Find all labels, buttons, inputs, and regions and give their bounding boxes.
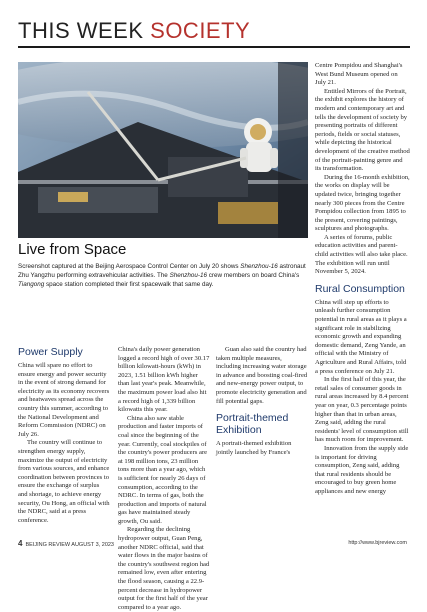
caption-italic: Tiangong bbox=[18, 281, 45, 288]
feature-headline: Live from Space bbox=[18, 241, 127, 258]
power-column-3 bbox=[216, 346, 308, 457]
page-header bbox=[18, 18, 410, 48]
rural-heading: Rural Consumption bbox=[315, 282, 405, 295]
paragraph: China will spare no effort to ensure energy and power security in the event of strong demand for electricity as its economy recovers and heatwaves spread across the country this summer, according to the National Development and Reform Commission (NDRC) on July 26. bbox=[18, 362, 110, 438]
footer-left bbox=[18, 539, 114, 548]
power-heading: Power Supply bbox=[18, 346, 83, 358]
publication-line: BEIJING REVIEW AUGUST 3, 2023 bbox=[25, 542, 114, 548]
paragraph: China's daily power generation logged a record high of over 30.17 billion kilowatt-hours (kWh) in 2023, 1.51 billion kWh higher than last year's peak. Meanwhile, the maximum power load also hit a record high of 1,339 billion kilowatts this year. bbox=[118, 346, 210, 414]
header-rule bbox=[18, 46, 410, 48]
caption-text: space station completed their first spacewalk that same day. bbox=[44, 281, 214, 288]
page-number: 4 bbox=[18, 539, 23, 548]
caption-text: Screenshot captured at the Beijing Aerospace Control Center on July 20 shows bbox=[18, 263, 241, 270]
power-column-1 bbox=[18, 346, 110, 525]
paragraph: During the 16-month exhibition, the works on display will be updated twice, bringing together nearly 300 pieces from the Centre Pompidou collection from 1895 to the present, covering paintings, sculptures and photographs. bbox=[315, 173, 410, 233]
paragraph: Centre Pompidou and Shanghai's West Bund Museum opened on July 21. bbox=[315, 62, 403, 87]
footer-url: http://www.bjreview.com bbox=[348, 540, 407, 546]
paragraph: Entitled Mirrors of the Portrait, the exhibit explores the history of modern and contemporary art and tells the development of society by presenting portraits of different periods, fields or social statuses, while depicting the historical development of the creative method of the portrait-painting genre and its transformation. bbox=[315, 87, 410, 173]
paragraph: In the first half of this year, the retail sales of consumer goods in rural areas increased by 8.4 percent year on year, 0.3 percentage points higher than that in urban areas, Zeng said, adding the rural residents' level of consumption still has much room for improvement. bbox=[315, 376, 409, 444]
feature-caption bbox=[18, 262, 310, 289]
power-column-2 bbox=[118, 346, 210, 612]
paragraph: Innovation from the supply side is important for driving consumption, Zeng said, adding that rural residents should be encouraged to buy green home appliances and new energy bbox=[315, 444, 409, 495]
caption-text: astronaut Zhu Yangzhu performing extravehicular activities. The bbox=[18, 263, 306, 279]
caption-italic: Shenzhou-16 bbox=[240, 263, 278, 270]
title-main: THIS WEEK bbox=[18, 18, 144, 43]
paragraph: Guan also said the country had taken multiple measures, including increasing water storage in advance and boosting coal-fired and new-energy power output, to promote electricity generation and fill potential gaps. bbox=[216, 346, 308, 405]
paragraph: China will step up efforts to unleash further consumption potential in rural areas as it plays a significant role in stabilizing economic growth and expanding domestic demand, Zeng Yande, an official with the Ministry of Agriculture and Rural Affairs, told a press conference on July 21. bbox=[315, 298, 407, 375]
title-section: SOCIETY bbox=[150, 18, 251, 43]
paragraph: A series of forums, public education activities and parent-child activities will also take place. The exhibition will run until November 5, 2024. bbox=[315, 233, 408, 276]
paragraph: Regarding the declining hydropower output, Guan Peng, another NDRC official, said that water flows in the major basins of the country's southwest region had remained low, even after entering the flood season, causing a 22.9-percent decrease in hydropower output for the first half of the year compared to a year ago. bbox=[118, 526, 210, 611]
right-column bbox=[315, 62, 410, 497]
portrait-heading: Portrait-themed Exhibition bbox=[216, 412, 289, 437]
caption-italic: Shenzhou-16 bbox=[169, 272, 208, 279]
feature-photo bbox=[18, 62, 308, 238]
paragraph: A portrait-themed exhibition jointly launched by France's bbox=[216, 440, 292, 456]
paragraph: The country will continue to strengthen energy supply, maximize the output of electricity from various sources, and enhance coordination between provinces to ensure the exchange of surplus and shortage, to achieve energy security, Ou Hong, an official with the NDRC, said at a press conference. bbox=[18, 439, 110, 524]
paragraph: China also saw stable production and faster imports of coal since the beginning of the year. Currently, coal stockpiles of the country's power producers are at 198 million tons, 23 million tons more than a year ago, which is sufficient for nearly 26 days of consumption, according to the NDRC. In terms of gas, both the production and imports of natural gas have maintained steady growth, Ou said. bbox=[118, 414, 208, 525]
section-title bbox=[18, 18, 250, 44]
spacewalk-image bbox=[18, 62, 308, 238]
caption-text: crew members on board China's bbox=[207, 272, 300, 279]
